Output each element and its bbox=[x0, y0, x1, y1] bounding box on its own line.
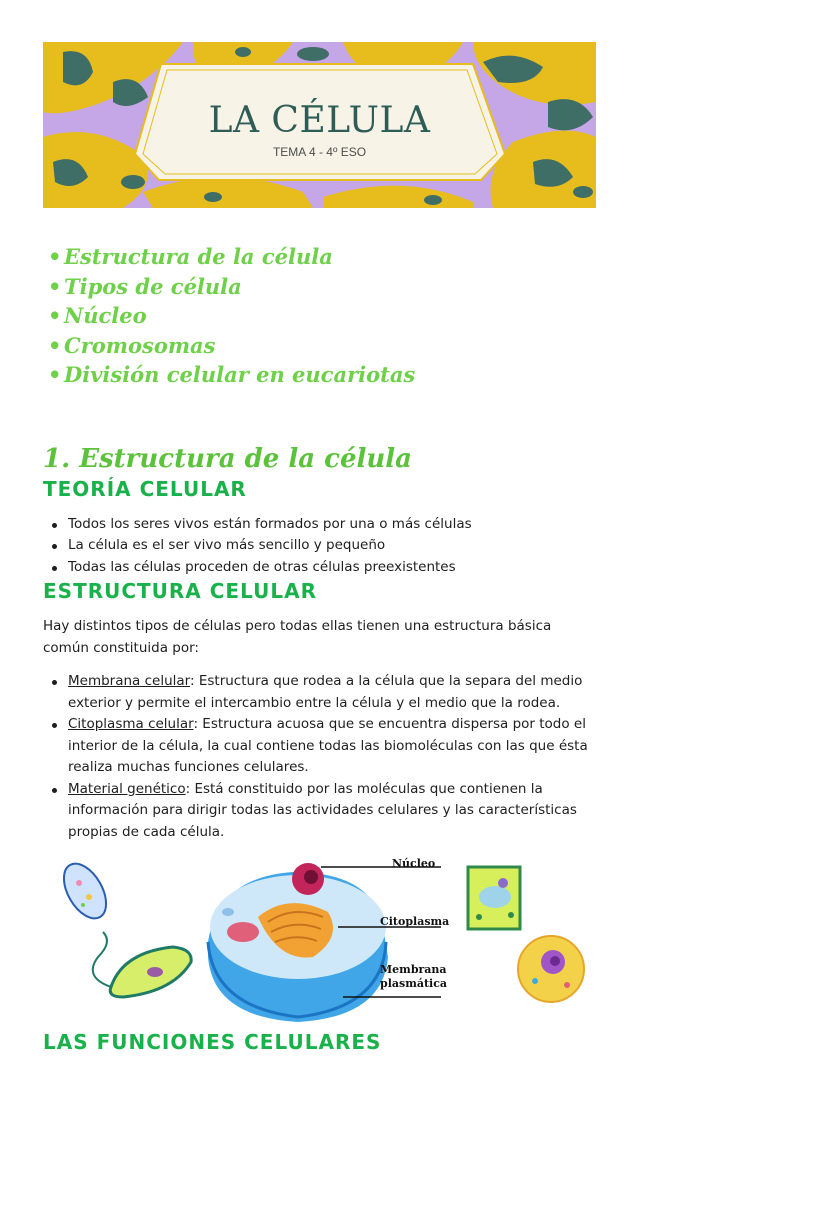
title-banner bbox=[43, 42, 596, 208]
topic-item[interactable]: • División celular en eucariotas bbox=[48, 360, 596, 390]
topic-item[interactable]: • Estructura de la célula bbox=[48, 242, 596, 272]
topic-item[interactable]: • Núcleo bbox=[48, 301, 596, 331]
term-citoplasma: Citoplasma celular bbox=[68, 716, 194, 732]
document-page bbox=[43, 42, 596, 1055]
estructura-celular-heading: ESTRUCTURA CELULAR bbox=[43, 579, 317, 603]
cell-illustration-art bbox=[43, 857, 596, 1029]
label-nucleo: Núcleo bbox=[392, 857, 436, 870]
estructura-list bbox=[43, 671, 596, 843]
bullet-icon: • bbox=[48, 362, 62, 387]
cell-illustration bbox=[43, 857, 596, 1029]
list-item: Citoplasma celular: Estructura acuosa que se encuentra dispersa por todo el interior de la célula, la cual contiene todas las biomoléculas con las que ésta realiza muchas funciones celulares. bbox=[68, 714, 596, 779]
list-item: Material genético: Está constituido por las moléculas que contienen la información para dirigir todas las actividades celulares y las características propias de cada célula. bbox=[68, 779, 596, 844]
list-item: La célula es el ser vivo más sencillo y pequeño bbox=[68, 535, 596, 557]
teoria-celular-heading: TEORÍA CELULAR bbox=[43, 476, 247, 501]
banner-subtitle: TEMA 4 - 4º ESO bbox=[272, 145, 367, 159]
teoria-list bbox=[43, 514, 596, 579]
term-membrana: Membrana celular bbox=[68, 673, 190, 689]
label-citoplasma: Citoplasma bbox=[380, 915, 450, 928]
estructura-intro: Hay distintos tipos de células pero todas ellas tienen una estructura básica común constituida por: bbox=[43, 618, 552, 656]
list-item: Todas las células proceden de otras células preexistentes bbox=[68, 557, 596, 579]
list-item: Todos los seres vivos están formados por una o más células bbox=[68, 514, 596, 536]
bullet-icon: • bbox=[48, 244, 62, 269]
topic-list bbox=[43, 242, 596, 390]
topic-item[interactable]: • Cromosomas bbox=[48, 331, 596, 361]
bullet-icon: • bbox=[48, 303, 62, 328]
section-title: 1. Estructura de la célula bbox=[43, 443, 413, 474]
label-membrana-1: Membrana bbox=[380, 963, 447, 976]
label-membrana-2: plasmática bbox=[380, 977, 448, 990]
list-item: Membrana celular: Estructura que rodea a la célula que la separa del medio exterior y permite el intercambio entre la célula y el medio que la rodea. bbox=[68, 671, 596, 714]
topic-item[interactable]: • Tipos de célula bbox=[48, 272, 596, 302]
term-material-genetico: Material genético bbox=[68, 780, 186, 797]
funciones-celulares-heading: LAS FUNCIONES CELULARES bbox=[43, 1030, 382, 1054]
banner-title: LA CÉLULA bbox=[208, 100, 431, 141]
bullet-icon: • bbox=[48, 332, 62, 358]
bullet-icon: • bbox=[48, 273, 62, 299]
